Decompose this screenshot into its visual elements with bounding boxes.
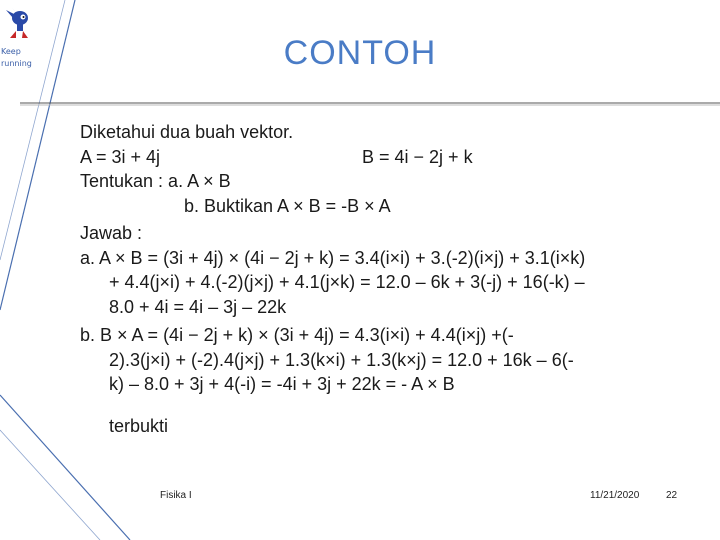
slide-number: 22 [666, 490, 678, 501]
answer-b [80, 323, 680, 397]
vector-a: A = 3i + 4j [80, 146, 161, 167]
answer-a-line: + 4.4(j×i) + 4.(-2)(j×j) + 4.1(j×k) = 12.0 – 6k + 3(-j) + 16(-k) – [109, 272, 585, 292]
slide-title: CONTOH [283, 34, 437, 72]
answer-a [80, 246, 680, 320]
task-a: Tentukan : a. A × B [80, 171, 231, 191]
logo-text-line-2: running [1, 59, 32, 68]
logo-text [1, 46, 41, 70]
answer-a-line: a. A × B = (3i + 4j) × (4i − 2j + k) = 3.4(i×i) + 3.(-2)(i×j) + 3.1(i×k) [80, 247, 586, 268]
answer-b-line: k) – 8.0 + 3j + 4(-i) = -4i + 3j + 22k = - A × B [109, 374, 455, 394]
footer-left: Fisika I [160, 490, 192, 501]
logo [0, 8, 40, 68]
answer-b-line: 2).3(j×i) + (-2).4(j×j) + 1.3(k×i) + 1.3(k×j) = 12.0 + 16k – 6(- [109, 349, 574, 370]
conclusion-text: terbukti [109, 415, 169, 436]
bottom-diagonal-line [0, 430, 100, 540]
logo-text-line-1: Keep [1, 47, 21, 56]
vector-line [80, 145, 680, 170]
vector-b: B = 4i − 2j + k [362, 146, 473, 167]
task-b: b. Buktikan A × B = -B × A [184, 195, 391, 216]
running-mascot-icon [4, 8, 34, 40]
slide-body [80, 120, 680, 438]
answer-label: Jawab : [80, 223, 143, 243]
answer-b-line: b. B × A = (4i − 2j + k) × (3i + 4j) = 4.3(i×i) + 4.4(i×j) +(- [80, 325, 514, 345]
answer-a-line: 8.0 + 4i = 4i – 3j – 22k [109, 296, 287, 317]
intro-text: Diketahui dua buah vektor. [80, 122, 294, 142]
footer-date: 11/21/2020 [590, 490, 640, 501]
